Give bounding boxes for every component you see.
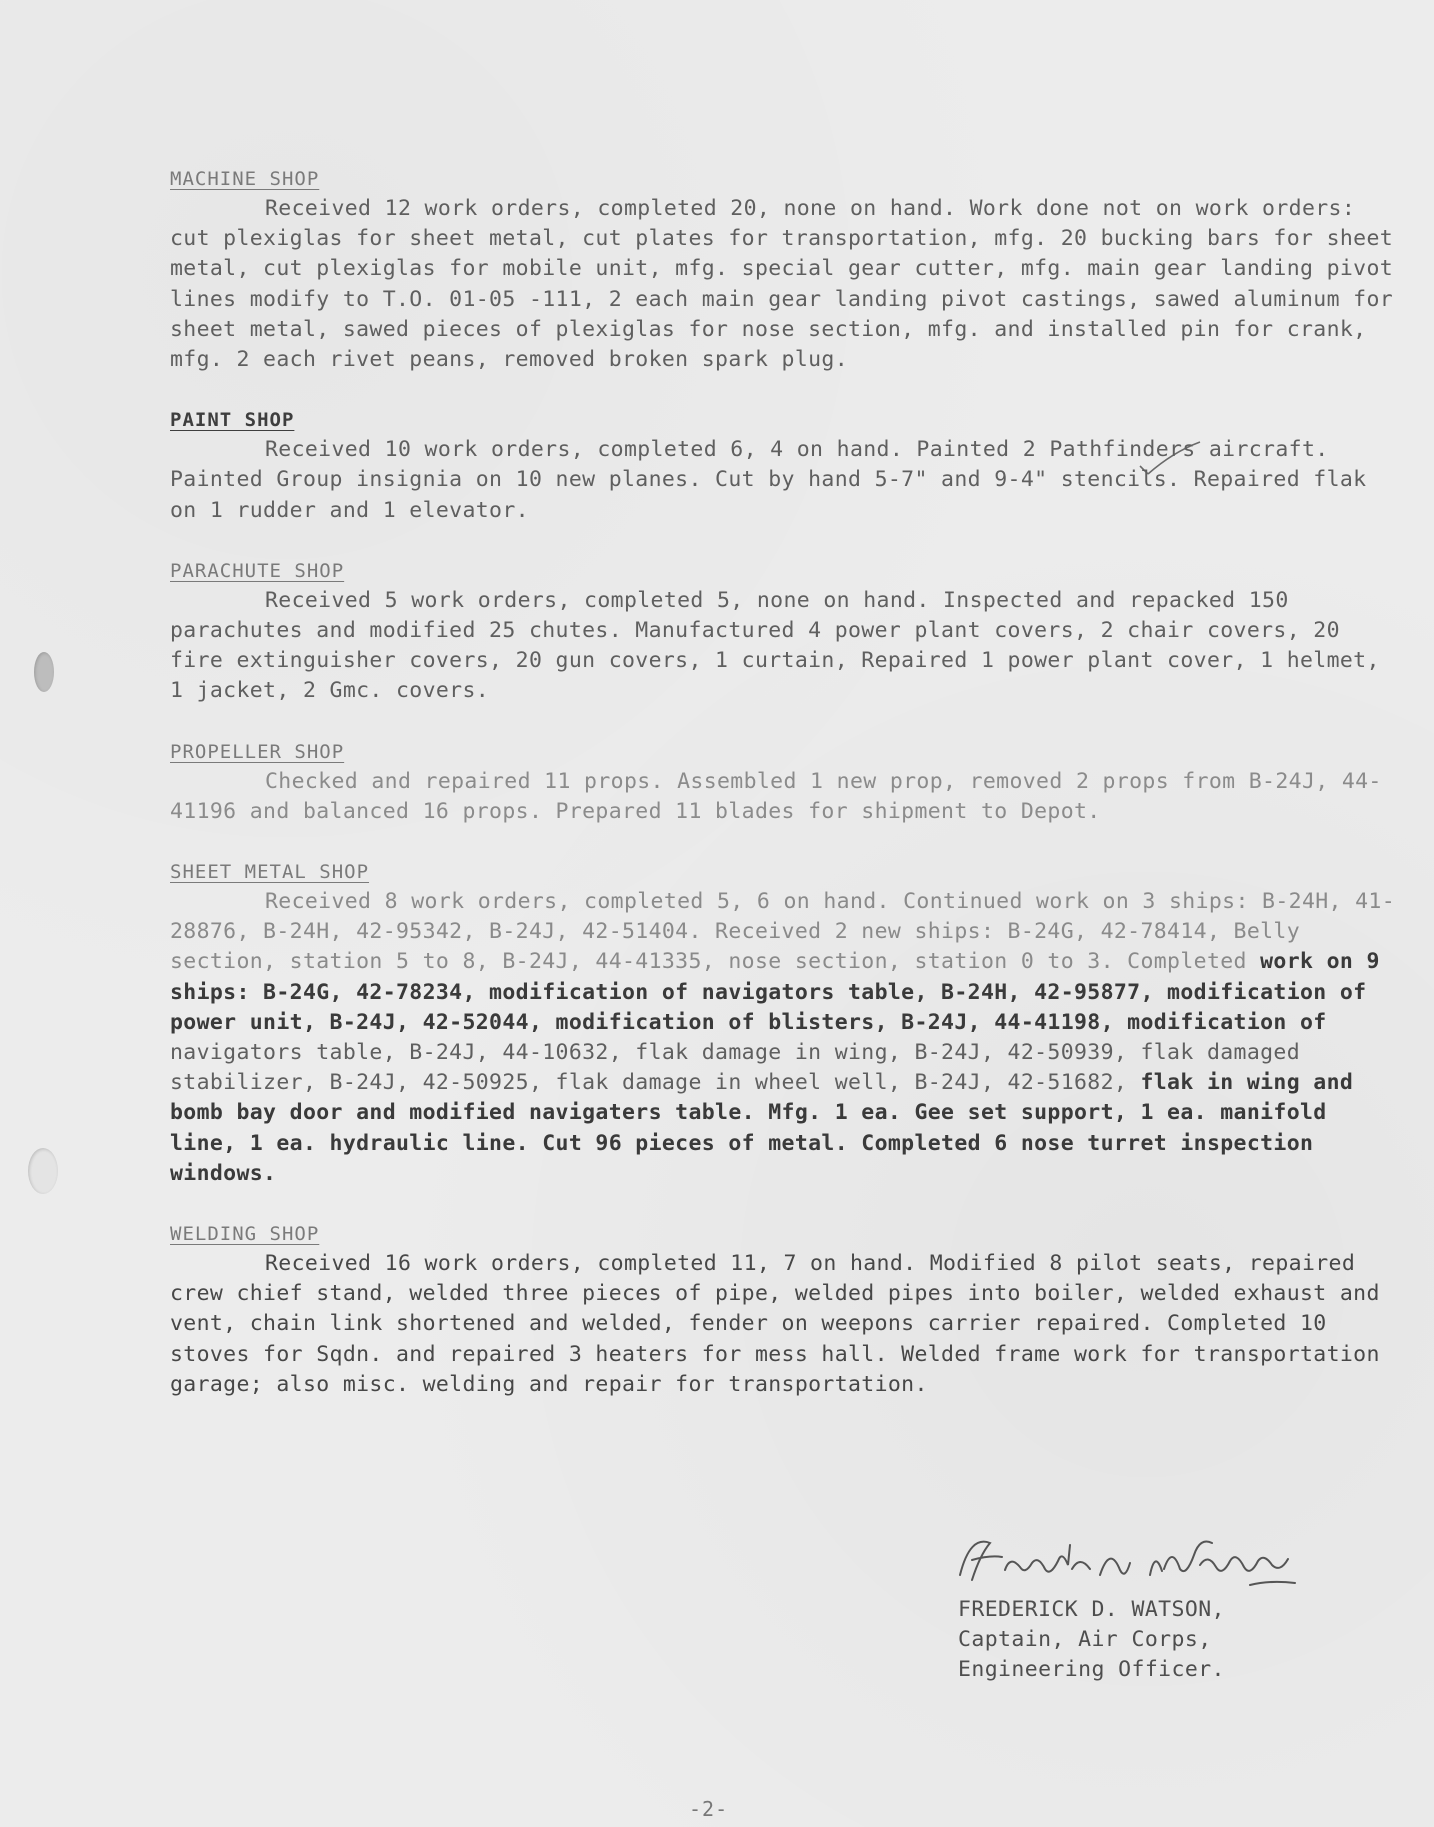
signature-block (950, 1525, 1370, 1685)
section-text (170, 887, 1400, 1189)
section-parachute-shop (170, 560, 1400, 707)
section-text: Received 5 work orders, completed 5, none on hand. Inspected and repacked 150 parachutes and modified 25 chutes. Manufactured 4 power plant covers, 2 chair covers, 20 fire extinguisher covers, 20 gun covers, 1 curtain, Repaired 1 power plant cover, 1 helmet, 1 jacket, 2 Gmc. covers. (170, 587, 1380, 704)
section-heading: PARACHUTE SHOP (170, 559, 345, 582)
section-sheet-metal-shop (170, 861, 1400, 1189)
page-number: -2- (689, 1797, 729, 1821)
text-segment-bold: flak in wing and bomb bay door and modified navigaters table. Mfg. 1 ea. Gee set support, 1 ea. manifold line, 1 ea. hydraulic line. Cut 96 pieces of metal. Completed 6 nose turret inspection windows. (170, 1070, 1354, 1186)
section-heading: WELDING SHOP (170, 1223, 320, 1246)
section-machine-shop (170, 168, 1400, 375)
text-segment: navigators table, B-24J, 44-10632, flak damage in wing, B-24J, 42-50939, flak damaged stabilizer, B-24J, 42-50925, flak damage in wheel well, B-24J, 42-51682, (170, 1040, 1300, 1096)
section-heading: MACHINE SHOP (170, 168, 320, 190)
section-heading: PAINT SHOP (170, 409, 295, 432)
signatory-rank: Captain, Air Corps, (958, 1627, 1212, 1652)
section-text: Received 16 work orders, completed 11, 7 on hand. Modified 8 pilot seats, repaired crew chief stand, welded three pieces of pipe, welded pipes into boiler, welded exhaust and vent, chain link shortened and welded, fender on weepons carrier repaired. Completed 10 stoves for Sqdn. and repaired 3 heaters for mess hall. Welded frame work for transportation garage; also misc. welding and repair for transportation. (170, 1251, 1380, 1397)
signatory-title: Engineering Officer. (958, 1657, 1225, 1682)
punch-hole (34, 652, 54, 692)
section-welding-shop (170, 1223, 1400, 1400)
punch-hole (28, 1148, 58, 1194)
section-text: Checked and repaired 11 props. Assembled 1 new prop, removed 2 props from B-24J, 44-41196 and balanced 16 props. Prepared 11 blades for shipment to Depot. (170, 768, 1382, 824)
section-paint-shop (170, 409, 1400, 526)
text-segment: Received 8 work orders, completed 5, 6 on hand. Continued work on 3 ships: B-24H, 41-28876, B-24H, 42-95342, B-24J, 42-51404. Received 2 new ships: B-24G, 42-78414, Belly section, station 5 to 8, B-24J, 44-41335, nose section, station 0 to 3. Completed (170, 889, 1395, 975)
text-segment-bold: work on 9 ships: B-24G, 42-78234, modification of navigators table, B-24H, 42-95877, modification of power unit, B-24J, 42-52044, modification of blisters, B-24J, 44-41198, modification of (170, 949, 1380, 1035)
section-text: Received 10 work orders, completed 6, 4 on hand. Painted 2 Pathfinders aircraft. Painted Group insignia on 10 new planes. Cut by hand 5-7" and 9-4" stencils. Repaired flak on 1 rudder and 1 elevator. (170, 437, 1367, 523)
section-text: Received 12 work orders, completed 20, none on hand. Work done not on work orders: cut plexiglas for sheet metal, cut plates for transportation, mfg. 20 bucking bars for sheet metal, cut plexiglas for mobile unit, mfg. special gear cutter, mfg. main gear landing pivot lines modify to T.O. 01-05 -111, 2 each main gear landing pivot castings, sawed aluminum for sheet metal, sawed pieces of plexiglas for nose section, mfg. and installed pin for crank, mfg. 2 each rivet peans, removed broken spark plug. (170, 196, 1394, 373)
handwritten-signature (950, 1525, 1330, 1595)
section-heading: PROPELLER SHOP (170, 740, 345, 763)
section-propeller-shop (170, 741, 1400, 827)
signatory-name: FREDERICK D. WATSON, (958, 1597, 1225, 1622)
report-body (170, 168, 1400, 1434)
section-heading: SHEET METAL SHOP (170, 861, 370, 884)
